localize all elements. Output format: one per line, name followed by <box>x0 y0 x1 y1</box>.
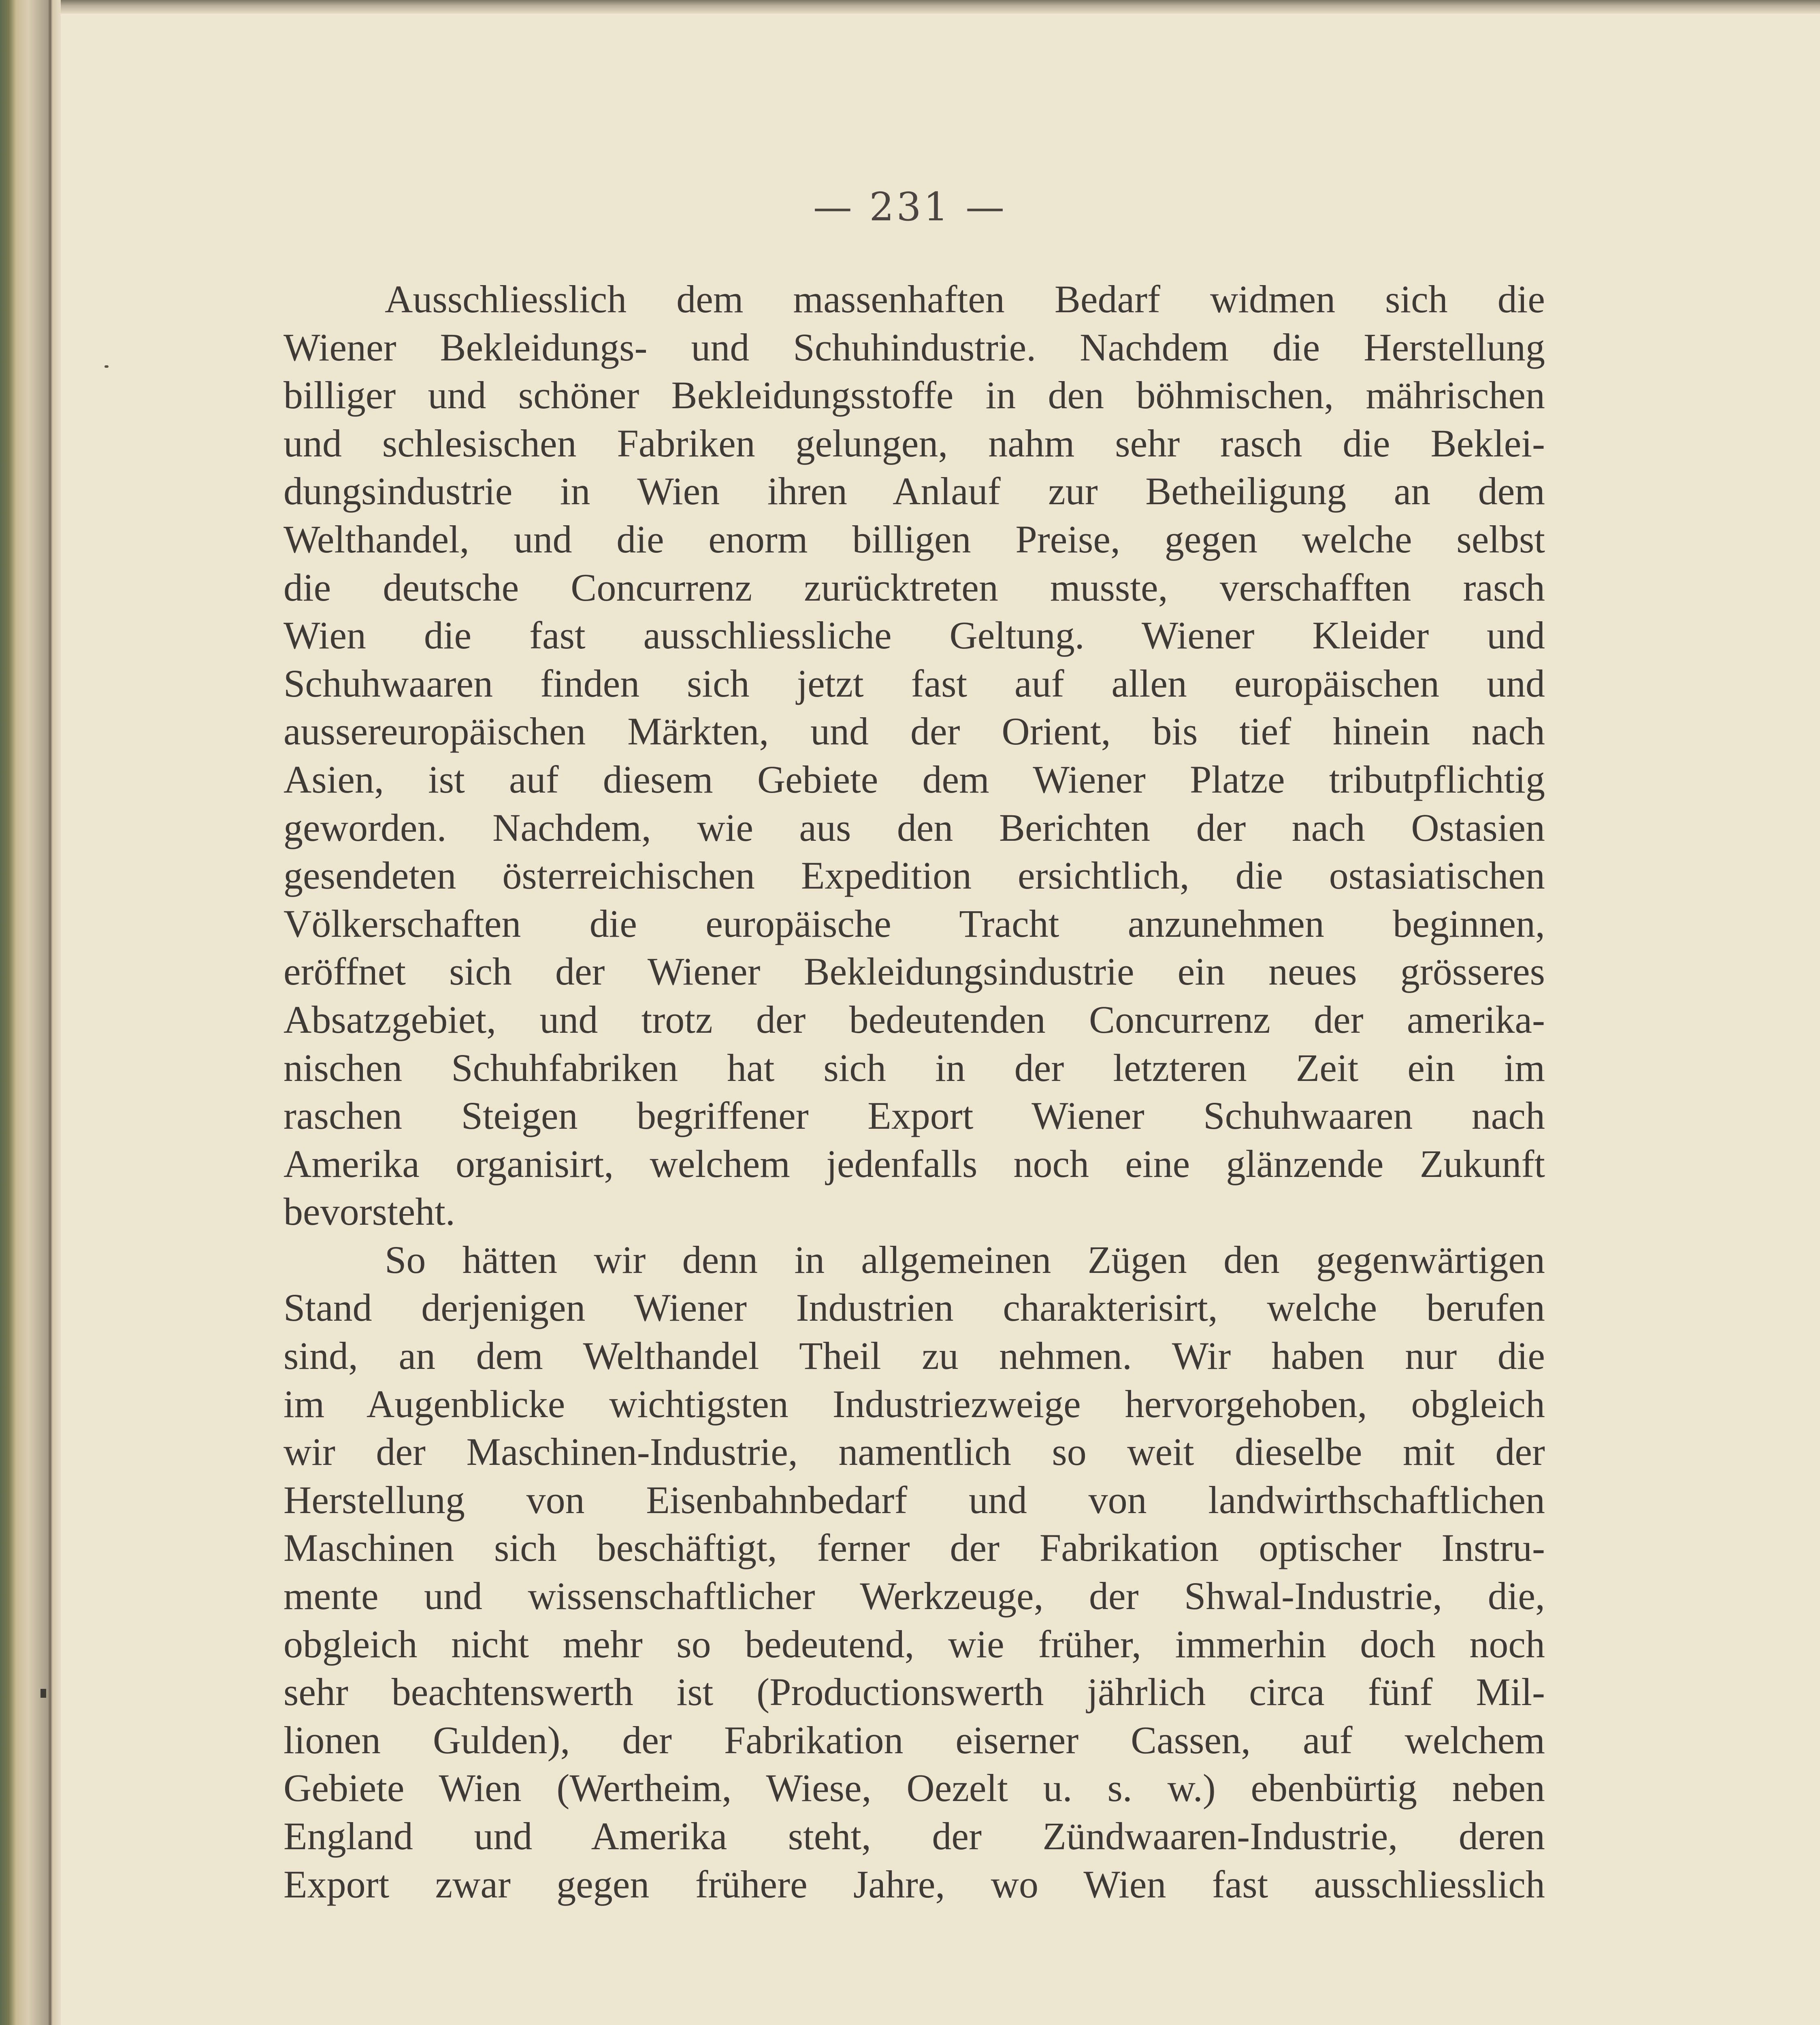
text-line: Stand derjenigen Wiener Industrien charakterisirt, welche berufen <box>283 1286 1545 1330</box>
text-line: Wiener Bekleidungs- und Schuhindustrie. Nachdem die Herstellung <box>283 325 1545 369</box>
page-number: — 231 — <box>813 184 1007 230</box>
text-line: Export zwar gegen frühere Jahre, wo Wien fast ausschliesslich <box>283 1862 1545 1906</box>
text-line: und schlesischen Fabriken gelungen, nahm sehr rasch die Beklei- <box>283 421 1545 465</box>
text-line: sind, an dem Welthandel Theil zu nehmen. Wir haben nur die <box>283 1334 1545 1378</box>
text-line: Maschinen sich beschäftigt, ferner der Fabrikation optischer Instru- <box>283 1526 1545 1570</box>
text-line: Asien, ist auf diesem Gebiete dem Wiener Platze tributpflichtig <box>283 757 1545 801</box>
text-line: die deutsche Concurrenz zurücktreten musste, verschafften rasch <box>283 565 1545 609</box>
text-line: So hätten wir denn in allgemeinen Zügen den gegenwärtigen <box>385 1238 1545 1281</box>
text-line: Welthandel, und die enorm billigen Preise, gegen welche selbst <box>283 517 1545 561</box>
paragraph-1 <box>283 275 1545 1236</box>
text-line: lionen Gulden), der Fabrikation eiserner Cassen, auf welchem <box>283 1718 1545 1762</box>
text-line: billiger und schöner Bekleidungsstoffe in den böhmischen, mährischen <box>283 373 1545 417</box>
page-top-edge <box>0 0 1820 14</box>
text-line: wir der Maschinen-Industrie, namentlich so weit dieselbe mit der <box>283 1430 1545 1474</box>
text-line: nischen Schuhfabriken hat sich in der letzteren Zeit ein im <box>283 1046 1545 1089</box>
binding-mark <box>40 1689 46 1698</box>
text-line: Schuhwaaren finden sich jetzt fast auf allen europäischen und <box>283 661 1545 705</box>
text-line: Ausschliesslich dem massenhaften Bedarf widmen sich die <box>385 277 1545 321</box>
text-line: mente und wissenschaftlicher Werkzeuge, der Shwal-Industrie, die, <box>283 1574 1545 1618</box>
text-line: obgleich nicht mehr so bedeutend, wie früher, immerhin doch noch <box>283 1622 1545 1666</box>
text-line: raschen Steigen begriffener Export Wiener Schuhwaaren nach <box>283 1094 1545 1138</box>
text-line: Völkerschaften die europäische Tracht anzunehmen beginnen, <box>283 902 1545 945</box>
text-line: gesendeten österreichischen Expedition ersichtlich, die ostasiatischen <box>283 854 1545 897</box>
text-line: Absatzgebiet, und trotz der bedeutenden Concurrenz der amerika- <box>283 998 1545 1041</box>
text-line: England und Amerika steht, der Zündwaaren-Industrie, deren <box>283 1814 1545 1858</box>
text-line: im Augenblicke wichtigsten Industriezweige hervorgehoben, obgleich <box>283 1382 1545 1426</box>
text-line: Wien die fast ausschliessliche Geltung. Wiener Kleider und <box>283 614 1545 657</box>
text-line: Herstellung von Eisenbahnbedarf und von landwirthschaftlichen <box>283 1478 1545 1522</box>
binding-edge <box>0 0 61 2025</box>
paragraph-2 <box>283 1236 1545 1908</box>
text-line: geworden. Nachdem, wie aus den Berichten der nach Ostasien <box>283 806 1545 849</box>
text-line: eröffnet sich der Wiener Bekleidungsindustrie ein neues grösseres <box>283 950 1545 993</box>
paper-speck <box>104 365 109 368</box>
text-line: dungsindustrie in Wien ihren Anlauf zur Betheiligung an dem <box>283 469 1545 513</box>
body-text <box>283 275 1545 1908</box>
text-line: aussereuropäischen Märkten, und der Orient, bis tief hinein nach <box>283 710 1545 753</box>
text-line: sehr beachtenswerth ist (Productionswerth jährlich circa fünf Mil- <box>283 1670 1545 1714</box>
text-line: Gebiete Wien (Wertheim, Wiese, Oezelt u. s. w.) ebenbürtig neben <box>283 1766 1545 1810</box>
text-line: bevorsteht. <box>283 1190 455 1234</box>
text-line: Amerika organisirt, welchem jedenfalls noch eine glänzende Zukunft <box>283 1142 1545 1185</box>
